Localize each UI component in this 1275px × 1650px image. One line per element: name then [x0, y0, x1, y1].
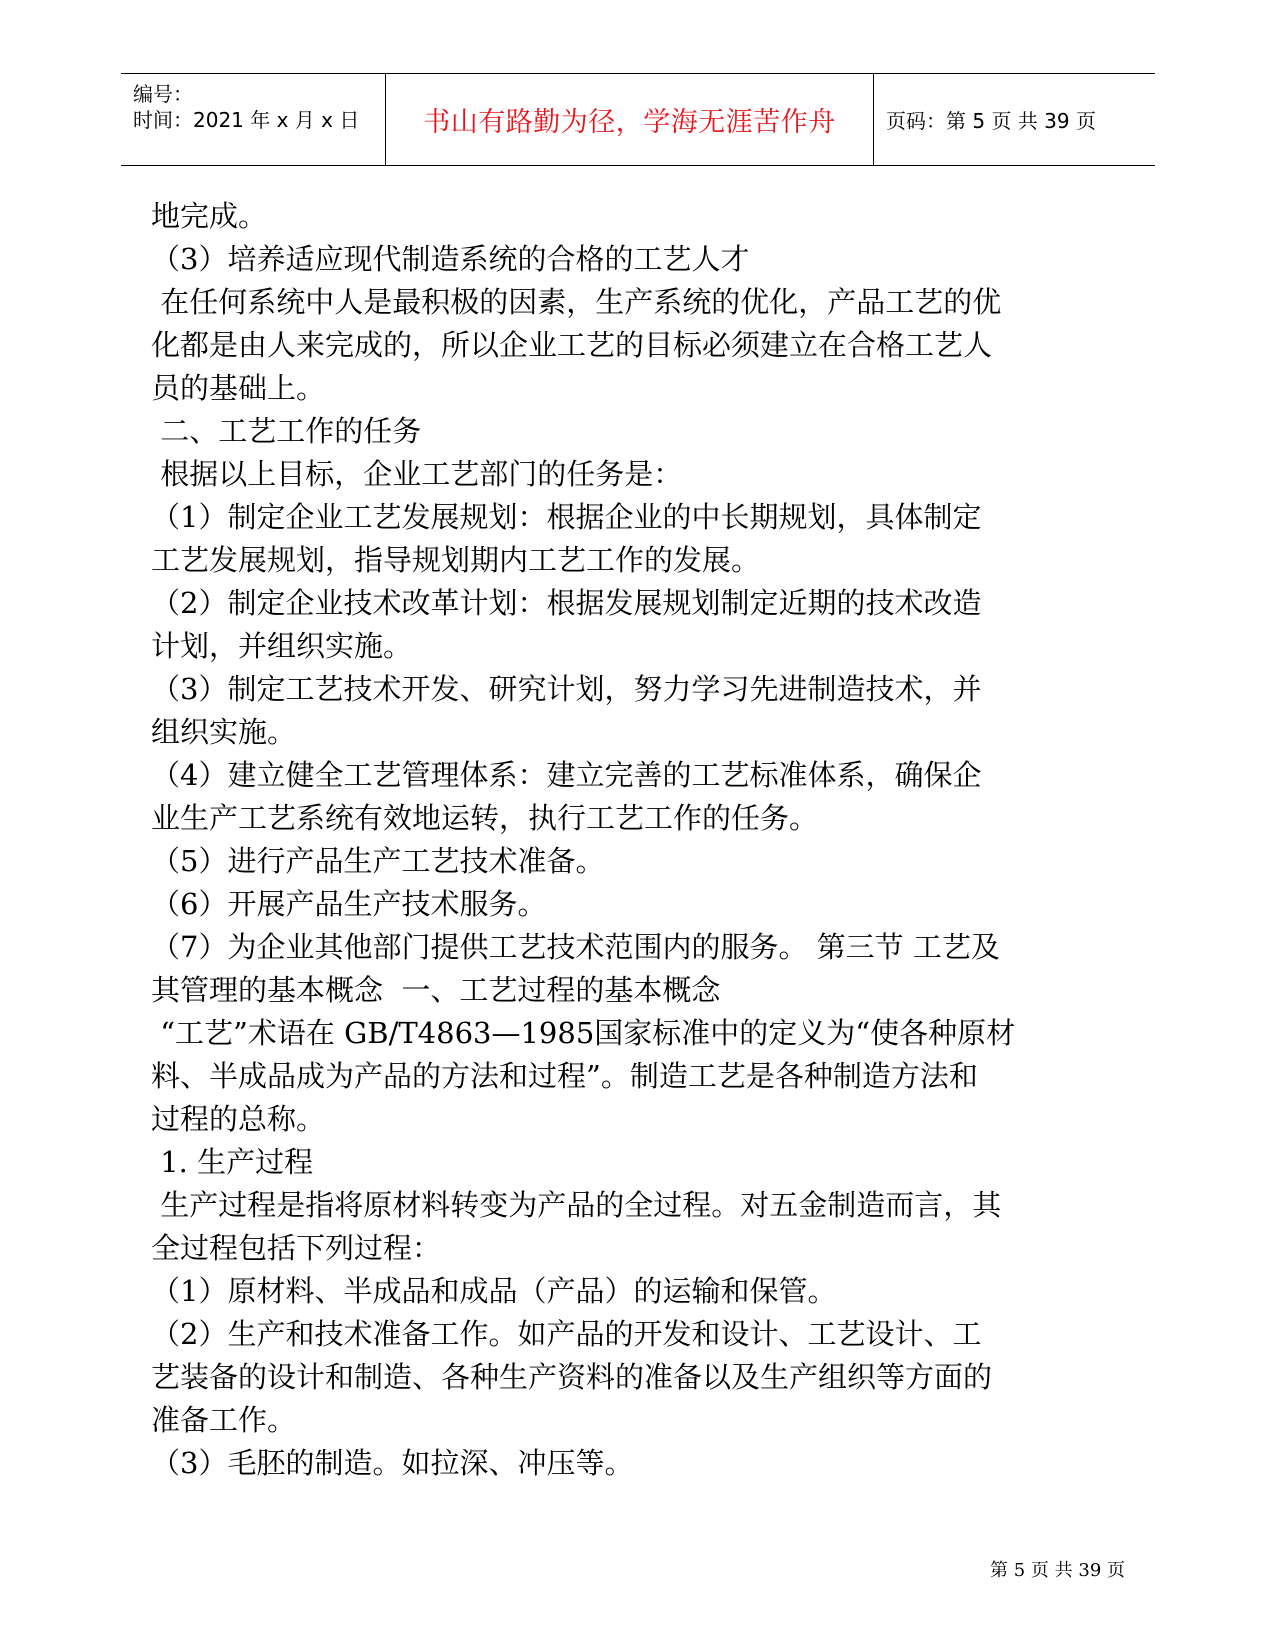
body-line: 其管理的基本概念 一、工艺过程的基本概念	[151, 973, 721, 1007]
body-line: 生产过程是指将原材料转变为产品的全过程。对五金制造而言，其	[151, 1188, 1002, 1222]
document-body	[151, 195, 1136, 1485]
header-page-cell	[874, 74, 1155, 165]
body-line: （1）制定企业工艺发展规划：根据企业的中长期规划，具体制定	[151, 500, 982, 534]
body-line: 在任何系统中人是最积极的因素，生产系统的优化，产品工艺的优	[151, 285, 1002, 319]
body-line: 二、工艺工作的任务	[151, 414, 422, 448]
body-line: “工艺”术语在 GB/T4863—1985国家标准中的定义为“使各种原材	[151, 1016, 1016, 1050]
body-line: 组织实施。	[151, 715, 297, 749]
body-line: （7）为企业其他部门提供工艺技术范围内的服务。 第三节 工艺及	[151, 930, 1000, 964]
body-line: （1）原材料、半成品和成品（产品）的运输和保管。	[151, 1274, 837, 1308]
body-line: 员的基础上。	[151, 371, 326, 405]
header-motto: 书山有路勤为径，学海无涯苦作舟	[423, 107, 836, 138]
body-line: （3）制定工艺技术开发、研究计划，努力学习先进制造技术，并	[151, 672, 982, 706]
document-time: 时间：2021 年 x 月 x 日	[133, 108, 360, 132]
body-line: （3）培养适应现代制造系统的合格的工艺人才	[151, 242, 750, 276]
body-line: 化都是由人来完成的，所以企业工艺的目标必须建立在合格工艺人	[151, 328, 993, 362]
body-line: （6）开展产品生产技术服务。	[151, 887, 547, 921]
body-line: （4）建立健全工艺管理体系：建立完善的工艺标准体系，确保企	[151, 758, 982, 792]
header-info-cell	[121, 74, 386, 165]
page-footer: 第 5 页 共 39 页	[990, 1560, 1125, 1581]
body-line: 准备工作。	[151, 1403, 297, 1437]
body-line: 根据以上目标，企业工艺部门的任务是：	[151, 457, 683, 491]
body-line: 业生产工艺系统有效地运转，执行工艺工作的任务。	[151, 801, 819, 835]
body-line: 全过程包括下列过程：	[151, 1231, 442, 1265]
header-motto-cell	[386, 74, 874, 165]
body-line: 过程的总称。	[151, 1102, 326, 1136]
body-line: （5）进行产品生产工艺技术准备。	[151, 844, 605, 878]
body-line: 1. 生产过程	[151, 1145, 314, 1179]
header-page-code: 页码：第 5 页 共 39 页	[886, 109, 1096, 133]
body-line: （2）制定企业技术改革计划：根据发展规划制定近期的技术改造	[151, 586, 982, 620]
body-line: 料、半成品成为产品的方法和过程”。制造工艺是各种制造方法和	[151, 1059, 978, 1093]
body-line: 工艺发展规划，指导规划期内工艺工作的发展。	[151, 543, 761, 577]
body-line: 艺装备的设计和制造、各种生产资料的准备以及生产组织等方面的	[151, 1360, 993, 1394]
body-line: （2）生产和技术准备工作。如产品的开发和设计、工艺设计、工	[151, 1317, 982, 1351]
body-line: （3）毛胚的制造。如拉深、冲压等。	[151, 1446, 634, 1480]
document-number-label: 编号：	[133, 82, 193, 106]
body-line: 地完成。	[151, 199, 268, 233]
body-line: 计划，并组织实施。	[151, 629, 413, 663]
page-header	[121, 73, 1155, 166]
